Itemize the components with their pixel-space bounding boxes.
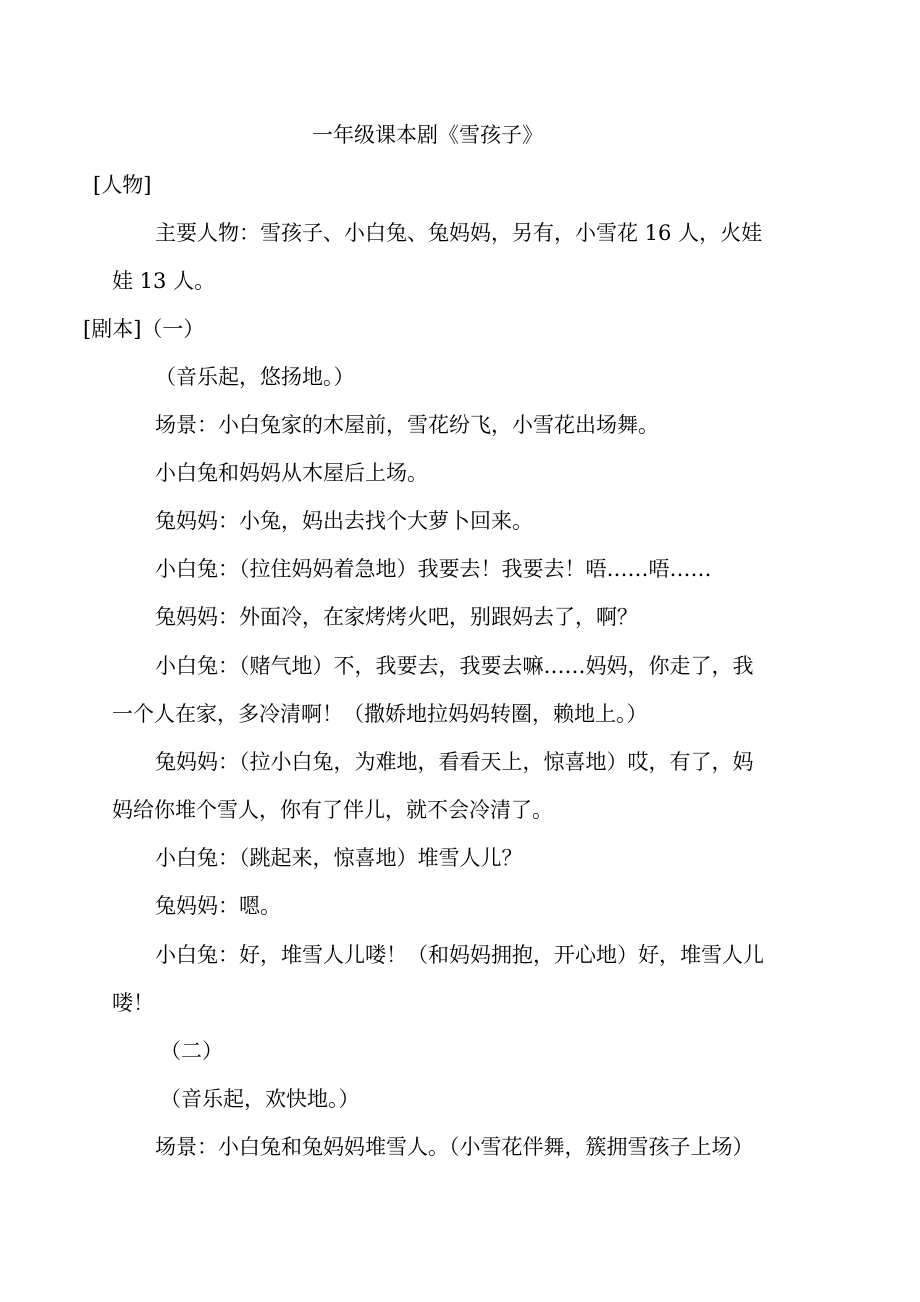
script-line: 小白兔和妈妈从木屋后上场。 xyxy=(155,461,428,485)
characters-heading: [人物] xyxy=(93,173,152,197)
script-line: 小白兔：（拉住妈妈着急地）我要去！我要去！唔……唔…… xyxy=(155,557,712,581)
script-line: （音乐起，欢快地。） xyxy=(160,1087,360,1111)
script-line: 场景：小白兔家的木屋前，雪花纷飞，小雪花出场舞。 xyxy=(155,413,659,437)
characters-paragraph-line: 主要人物：雪孩子、小白兔、兔妈妈，另有，小雪花 16 人，火娃 xyxy=(155,221,763,245)
script-line: 兔妈妈：小兔，妈出去找个大萝卜回来。 xyxy=(155,509,533,533)
script-line: 一个人在家，多冷清啊！（撒娇地拉妈妈转圈，赖地上。） xyxy=(112,702,648,726)
script-line: 兔妈妈：外面冷，在家烤烤火吧，别跟妈去了，啊？ xyxy=(155,605,638,629)
document-title: 一年级课本剧《雪孩子》 xyxy=(312,123,543,147)
script-line: 兔妈妈：（拉小白兔，为难地，看看天上，惊喜地）哎，有了，妈 xyxy=(155,750,754,774)
script-line: 兔妈妈：嗯。 xyxy=(155,894,281,918)
script-heading: [剧本]（一） xyxy=(83,317,205,341)
section-heading: （二） xyxy=(160,1039,223,1063)
script-line: 喽！ xyxy=(112,991,154,1015)
script-line: （音乐起，悠扬地。） xyxy=(155,365,355,389)
script-line: 小白兔：（跳起来，惊喜地）堆雪人儿？ xyxy=(155,846,523,870)
characters-paragraph-line: 娃 13 人。 xyxy=(112,269,216,293)
script-line: 场景：小白兔和兔妈妈堆雪人。（小雪花伴舞，簇拥雪孩子上场） xyxy=(155,1135,754,1159)
script-line: 妈给你堆个雪人，你有了伴儿，就不会冷清了。 xyxy=(112,798,553,822)
script-line: 小白兔：好，堆雪人儿喽！（和妈妈拥抱，开心地）好，堆雪人儿 xyxy=(155,943,764,967)
script-line: 小白兔：（赌气地）不，我要去，我要去嘛……妈妈，你走了，我 xyxy=(155,654,754,678)
